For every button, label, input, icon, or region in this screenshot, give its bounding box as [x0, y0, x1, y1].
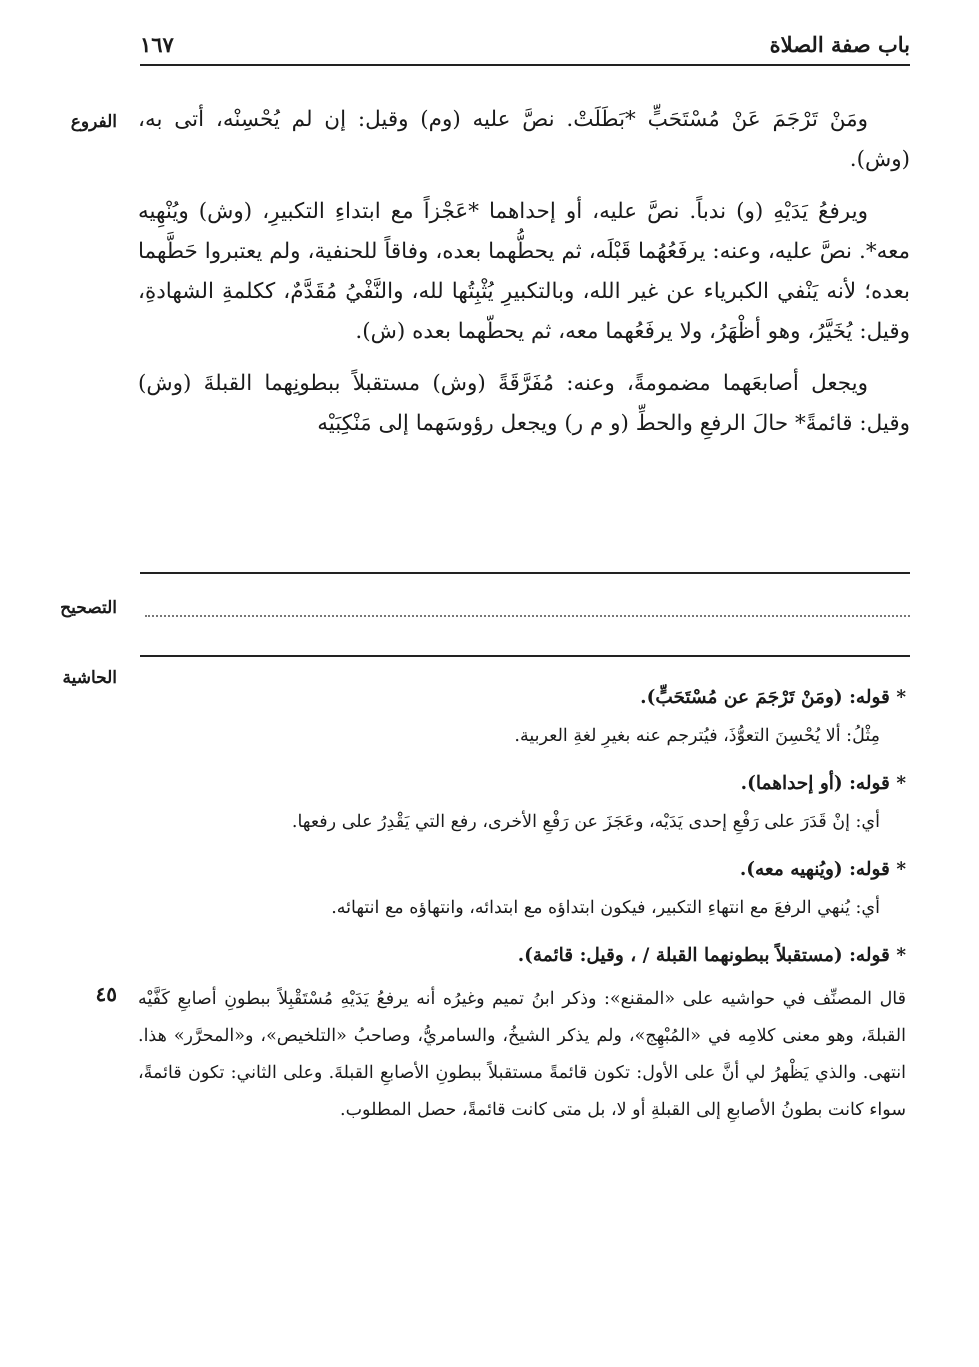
margin-label-tashih: التصحيح [60, 598, 117, 618]
margin-label-hashiya: الحاشية [62, 668, 117, 688]
note-4-body: قال المصنِّف في حواشيه على «المقنع»: وذكر ابنُ تميم وغيرُه أنه يرفعُ يَدَيْهِ مُسْتَقْبِلاً ببطونِ أصابعِ كَفَّيْه القبلةَ، وهو معنى كلامِه في «المُبْهِج»، ولم يذكر الشيخُ، والسامريُّ، وصاحبُ «التلخيص»، و«المحرَّر» هذا. انتهى. والذي يَظْهرُ لي أنَّ على الأول: تكون قائمةً مستقبلاً ببطونِ الأصابعِ القبلةَ. وعلى الثاني: تكون قائمةً، سواء كانت بطونُ الأصابعِ إلى القبلةِ أو لا، بل متى كانت قائمةً، حصل المطلوب. [138, 989, 906, 1120]
margin-ref-number: ٤٥ [95, 982, 117, 1006]
divider-top [140, 572, 910, 574]
main-paragraph-3: ويجعل أصابعَهما مضمومةً، وعنه: مُفَرَّقَةً (وش) مستقبلاً ببطونِهما القبلةَ (وش) وقيل: قائمةً* حالَ الرفعِ والحطِّ (و م ر) ويجعل رؤوسَهما إلى مَنْكِبَيْه [138, 371, 910, 436]
note-3-heading: * قوله: (ويُنهيه معه). [739, 859, 906, 880]
running-header [140, 30, 910, 66]
divider-bottom [140, 655, 910, 657]
tashih-dotted-line [145, 615, 910, 617]
hashiya-notes [138, 683, 910, 1129]
note-3-body: أي: يُنهي الرفعَ مع انتهاءِ التكبير، فيكون ابتداؤه مع ابتدائه، وانتهاؤه مع انتهائه. [331, 898, 880, 918]
main-text [138, 100, 910, 444]
main-paragraph-1: ومَنْ تَرْجَمَ عَنْ مُسْتَحَبٍّ *بَطَلَتْ. نصَّ عليه (وم) وقيل: إن لم يُحْسِنْه، أتى به، (وش). [138, 107, 910, 172]
page-number: ١٦٧ [140, 32, 174, 57]
chapter-title: باب صفة الصلاة [769, 32, 910, 57]
note-2-heading: * قوله: (أو إحداهما). [740, 773, 906, 794]
note-4-heading: * قوله: (مستقبلاً ببطونهما القبلة / ، وقيل: قائمة). [517, 945, 906, 966]
note-2-body: أي: إنْ قَدَرَ على رَفْعِ إحدى يَدَيْه، وعَجَزَ عن رَفْعِ الأخرى، رفع التي يَقْدِرُ على رفعها. [291, 812, 880, 832]
note-1-body: مِثْلُ: ألا يُحْسِنَ التعوُّذَ، فيُترجم عنه بغيرِ لغةِ العربية. [514, 726, 880, 746]
margin-label-furu: الفروع [70, 112, 117, 132]
main-paragraph-2: ويرفعُ يَدَيْهِ (و) ندباً. نصَّ عليه، أو إحداهما *عَجْزاً مع ابتداءِ التكبيرِ، (وش) ويُنْهِيه معه*. نصَّ عليه، وعنه: يرفَعُهُما قَبْلَه، ثم يحطُّهما بعده، وفاقاً للحنفية، ولم يعتبروا حَطَّهما بعده؛ لأنه يَنْفي الكبرياء عن غير الله، وبالتكبيرِ يُثْبِتُها لله، والنَّفْيُ مُقَدَّمٌ، ككلمةِ الشهادةِ، وقيل: يُخَيَّرُ، وهو أظْهَرُ، ولا يرفَعُهما معه، ثم يحطّهما بعده (ش). [138, 199, 910, 344]
note-1-heading: * قوله: (ومَنْ تَرْجَمَ عن مُسْتَحَبٍّ). [640, 687, 906, 708]
